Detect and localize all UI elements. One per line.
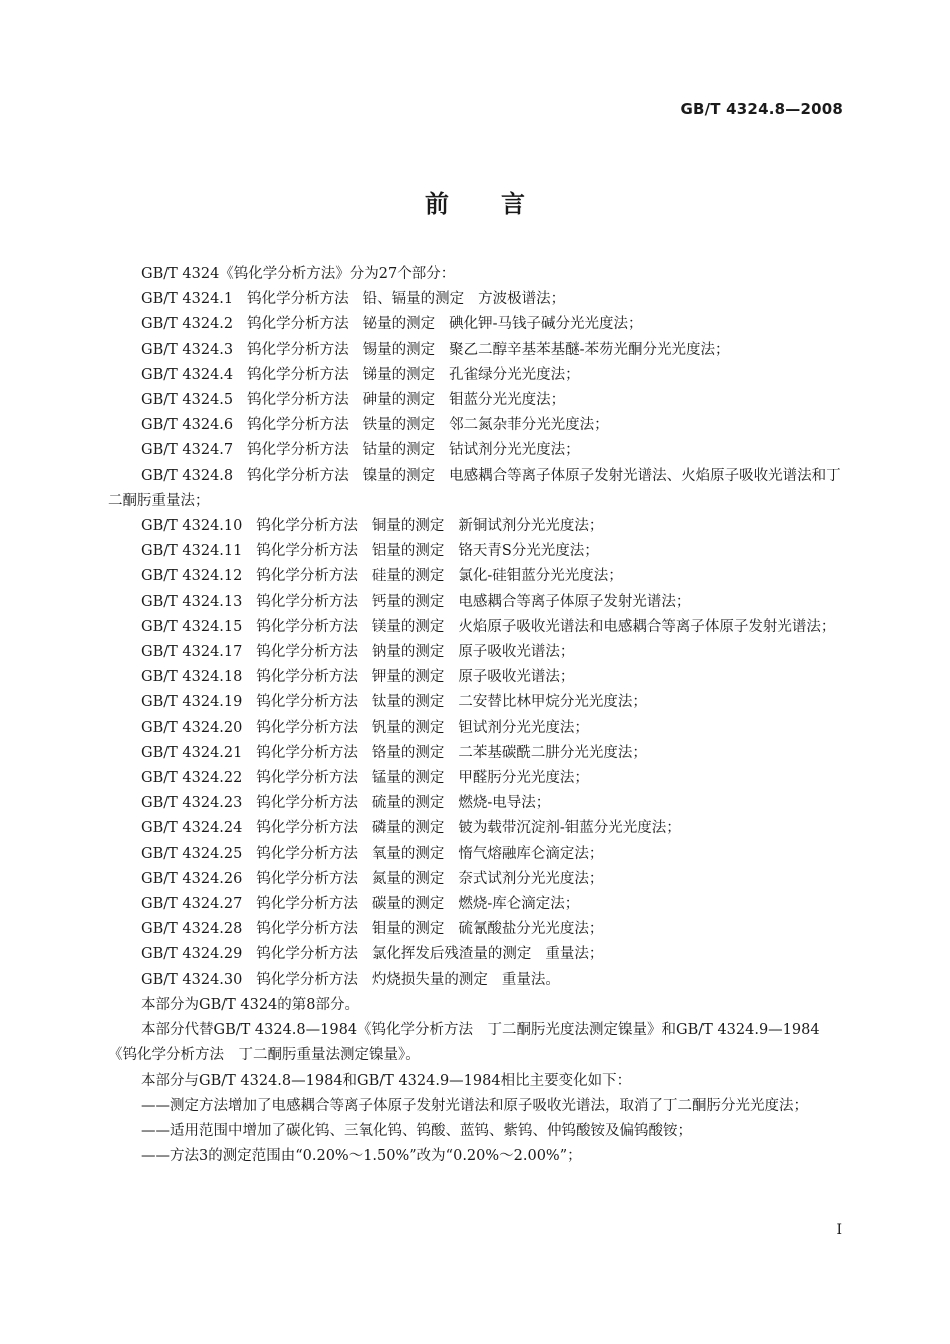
list-item <box>108 716 848 741</box>
list-item <box>108 438 848 463</box>
part-name: 钨化学分析方法 <box>256 770 358 787</box>
part-no: GB/T 4324.28 <box>141 921 243 938</box>
part-no: GB/T 4324.5 <box>141 392 234 409</box>
part-no: GB/T 4324.8 <box>141 467 234 484</box>
part-no: GB/T 4324.30 <box>141 971 243 988</box>
list-item <box>108 867 848 892</box>
part-method: 新铜试剂分光光度法； <box>458 518 604 535</box>
list-item <box>108 615 848 640</box>
list-item <box>108 968 848 993</box>
part-no: GB/T 4324.11 <box>141 543 243 560</box>
part-method: 燃烧-库仑滴定法； <box>458 896 580 913</box>
part-no: GB/T 4324.18 <box>141 669 243 686</box>
part-no: GB/T 4324.7 <box>141 442 234 459</box>
list-item <box>108 590 848 615</box>
part-item: 钼量的测定 <box>371 921 445 938</box>
part-no: GB/T 4324.21 <box>141 744 243 761</box>
part-name: 钨化学分析方法 <box>247 392 349 409</box>
part-no: GB/T 4324.12 <box>141 568 243 585</box>
list-item <box>108 917 848 942</box>
list-item <box>108 388 848 413</box>
part-name: 钨化学分析方法 <box>256 518 358 535</box>
part-no: GB/T 4324.29 <box>141 946 243 963</box>
part-method: 重量法。 <box>501 971 560 988</box>
part-no: GB/T 4324.27 <box>141 896 243 913</box>
part-method: 惰气熔融库仑滴定法； <box>458 845 604 862</box>
part-name: 钨化学分析方法 <box>256 921 358 938</box>
list-item <box>108 741 848 766</box>
part-method: 火焰原子吸收光谱法和电感耦合等离子体原子发射光谱法； <box>458 618 836 635</box>
part-name: 钨化学分析方法 <box>256 744 358 761</box>
part-method: 重量法； <box>545 946 604 963</box>
page-title: 前言 <box>425 190 577 218</box>
part-no: GB/T 4324.1 <box>141 291 234 308</box>
part-item: 锰量的测定 <box>371 770 445 787</box>
part-item: 铅、镉量的测定 <box>362 291 465 308</box>
part-name: 钨化学分析方法 <box>256 568 358 585</box>
part-method: 铍为载带沉淀剂-钼蓝分光光度法； <box>458 820 681 837</box>
list-item <box>108 791 848 816</box>
part-name: 钨化学分析方法 <box>247 442 349 459</box>
part-no: GB/T 4324.2 <box>141 316 234 333</box>
change-item: ——适用范围中增加了碳化钨、三氧化钨、钨酸、蓝钨、紫钨、仲钨酸铵及偏钨酸铵； <box>141 1122 692 1139</box>
part-name: 钨化学分析方法 <box>256 644 358 661</box>
part-method: 碘化钾-马钱子碱分光光度法； <box>449 316 643 333</box>
part-item: 磷量的测定 <box>371 820 445 837</box>
part-method: 邻二氮杂菲分光光度法； <box>449 417 609 434</box>
part-item: 砷量的测定 <box>362 392 436 409</box>
part-method: 燃烧-电导法； <box>458 795 551 812</box>
part-item: 硅量的测定 <box>371 568 445 585</box>
list-item <box>108 464 848 514</box>
part-name: 钨化学分析方法 <box>256 669 358 686</box>
part-name: 钨化学分析方法 <box>247 341 349 358</box>
part-item: 镍量的测定 <box>362 467 436 484</box>
part-name: 钨化学分析方法 <box>256 618 358 635</box>
part-method: 氯化-硅钼蓝分光光度法； <box>458 568 623 585</box>
part-no: GB/T 4324.3 <box>141 341 234 358</box>
part-name: 钨化学分析方法 <box>256 845 358 862</box>
list-item <box>108 539 848 564</box>
part-name: 钨化学分析方法 <box>256 694 358 711</box>
part-name: 钨化学分析方法 <box>256 820 358 837</box>
part-item: 铜量的测定 <box>371 518 445 535</box>
standard-number: GB/T 4324.8—2008 <box>680 100 843 118</box>
part-item: 氧量的测定 <box>371 845 445 862</box>
part-method: 电感耦合等离子体原子发射光谱法、火焰原子吸收光谱法和丁二酮肟重量法； <box>108 467 841 509</box>
list-item <box>108 413 848 438</box>
part-name: 钨化学分析方法 <box>256 795 358 812</box>
part-method: 原子吸收光谱法； <box>458 669 575 686</box>
list-item <box>108 287 848 312</box>
part-no: GB/T 4324.20 <box>141 719 243 736</box>
part-name: 钨化学分析方法 <box>247 291 349 308</box>
part-item: 氯化挥发后残渣量的测定 <box>371 946 532 963</box>
part-name: 钨化学分析方法 <box>247 316 349 333</box>
part-method: 聚乙二醇辛基苯基醚-苯芴光酮分光光度法； <box>449 341 730 358</box>
part-statement: 本部分为GB/T 4324的第8部分。 <box>141 996 360 1013</box>
part-method: 奈式试剂分光光度法； <box>458 870 604 887</box>
change-item: ——方法3的测定范围由“0.20%～1.50%”改为“0.20%～2.00%”； <box>141 1148 582 1165</box>
list-item <box>108 338 848 363</box>
part-name: 钨化学分析方法 <box>247 467 349 484</box>
part-no: GB/T 4324.6 <box>141 417 234 434</box>
part-item: 铋量的测定 <box>362 316 436 333</box>
part-name: 钨化学分析方法 <box>256 870 358 887</box>
list-item <box>108 816 848 841</box>
list-item <box>108 942 848 967</box>
list-item <box>108 312 848 337</box>
part-item: 钒量的测定 <box>371 719 445 736</box>
part-no: GB/T 4324.25 <box>141 845 243 862</box>
document-body <box>108 262 848 1169</box>
part-method: 钽试剂分光光度法； <box>458 719 589 736</box>
part-item: 灼烧损失量的测定 <box>371 971 488 988</box>
part-no: GB/T 4324.23 <box>141 795 243 812</box>
part-no: GB/T 4324.22 <box>141 770 243 787</box>
part-item: 钛量的测定 <box>371 694 445 711</box>
part-name: 钨化学分析方法 <box>256 543 358 560</box>
part-item: 锡量的测定 <box>362 341 436 358</box>
part-name: 钨化学分析方法 <box>256 719 358 736</box>
page-number: I <box>836 1222 842 1238</box>
list-item <box>108 665 848 690</box>
intro-paragraph: GB/T 4324《钨化学分析方法》分为27个部分： <box>141 266 456 282</box>
part-method: 孔雀绿分光光度法； <box>449 366 580 383</box>
part-method: 钴试剂分光光度法； <box>449 442 580 459</box>
part-no: GB/T 4324.13 <box>141 593 243 610</box>
part-item: 钙量的测定 <box>371 593 445 610</box>
changes-list <box>108 1094 848 1170</box>
part-name: 钨化学分析方法 <box>247 366 349 383</box>
list-item <box>108 564 848 589</box>
part-no: GB/T 4324.17 <box>141 644 243 661</box>
list-item <box>108 892 848 917</box>
list-item <box>108 640 848 665</box>
part-item: 镁量的测定 <box>371 618 445 635</box>
part-no: GB/T 4324.24 <box>141 820 243 837</box>
part-method: 硫氰酸盐分光光度法； <box>458 921 604 938</box>
part-method: 二安替比林甲烷分光光度法； <box>458 694 647 711</box>
part-method: 二苯基碳酰二肼分光光度法； <box>458 744 647 761</box>
part-name: 钨化学分析方法 <box>247 417 349 434</box>
part-method: 原子吸收光谱法； <box>458 644 575 661</box>
part-method: 电感耦合等离子体原子发射光谱法； <box>458 593 691 610</box>
part-no: GB/T 4324.10 <box>141 518 243 535</box>
change-item: ——测定方法增加了电感耦合等离子体原子发射光谱法和原子吸收光谱法，取消了丁二酮肟分光光度法； <box>141 1097 808 1114</box>
parts-list <box>108 287 848 993</box>
part-item: 钾量的测定 <box>371 669 445 686</box>
part-name: 钨化学分析方法 <box>256 971 358 988</box>
part-no: GB/T 4324.15 <box>141 618 243 635</box>
part-no: GB/T 4324.4 <box>141 366 234 383</box>
part-item: 碳量的测定 <box>371 896 445 913</box>
part-item: 铝量的测定 <box>371 543 445 560</box>
part-method: 方波极谱法； <box>478 291 566 308</box>
list-item <box>108 690 848 715</box>
part-no: GB/T 4324.26 <box>141 870 243 887</box>
part-method: 钼蓝分光光度法； <box>449 392 566 409</box>
part-item: 锑量的测定 <box>362 366 436 383</box>
part-item: 硫量的测定 <box>371 795 445 812</box>
part-method: 铬天青S分光光度法； <box>458 543 599 560</box>
list-item <box>108 842 848 867</box>
changes-intro: 本部分与GB/T 4324.8—1984和GB/T 4324.9—1984相比主要变化如下： <box>141 1072 632 1089</box>
part-name: 钨化学分析方法 <box>256 896 358 913</box>
replacement-paragraph: 本部分代替GB/T 4324.8—1984《钨化学分析方法 丁二酮肟光度法测定镍量》和GB/T 4324.9—1984《钨化学分析方法 丁二酮肟重量法测定镍量》。 <box>108 1022 820 1064</box>
part-item: 铬量的测定 <box>371 744 445 761</box>
list-item <box>108 514 848 539</box>
part-name: 钨化学分析方法 <box>256 593 358 610</box>
part-no: GB/T 4324.19 <box>141 694 243 711</box>
part-item: 钠量的测定 <box>371 644 445 661</box>
part-name: 钨化学分析方法 <box>256 946 358 963</box>
part-item: 铁量的测定 <box>362 417 436 434</box>
part-method: 甲醛肟分光光度法； <box>458 770 589 787</box>
list-item <box>108 766 848 791</box>
part-item: 氮量的测定 <box>371 870 445 887</box>
part-item: 钴量的测定 <box>362 442 436 459</box>
list-item <box>108 363 848 388</box>
